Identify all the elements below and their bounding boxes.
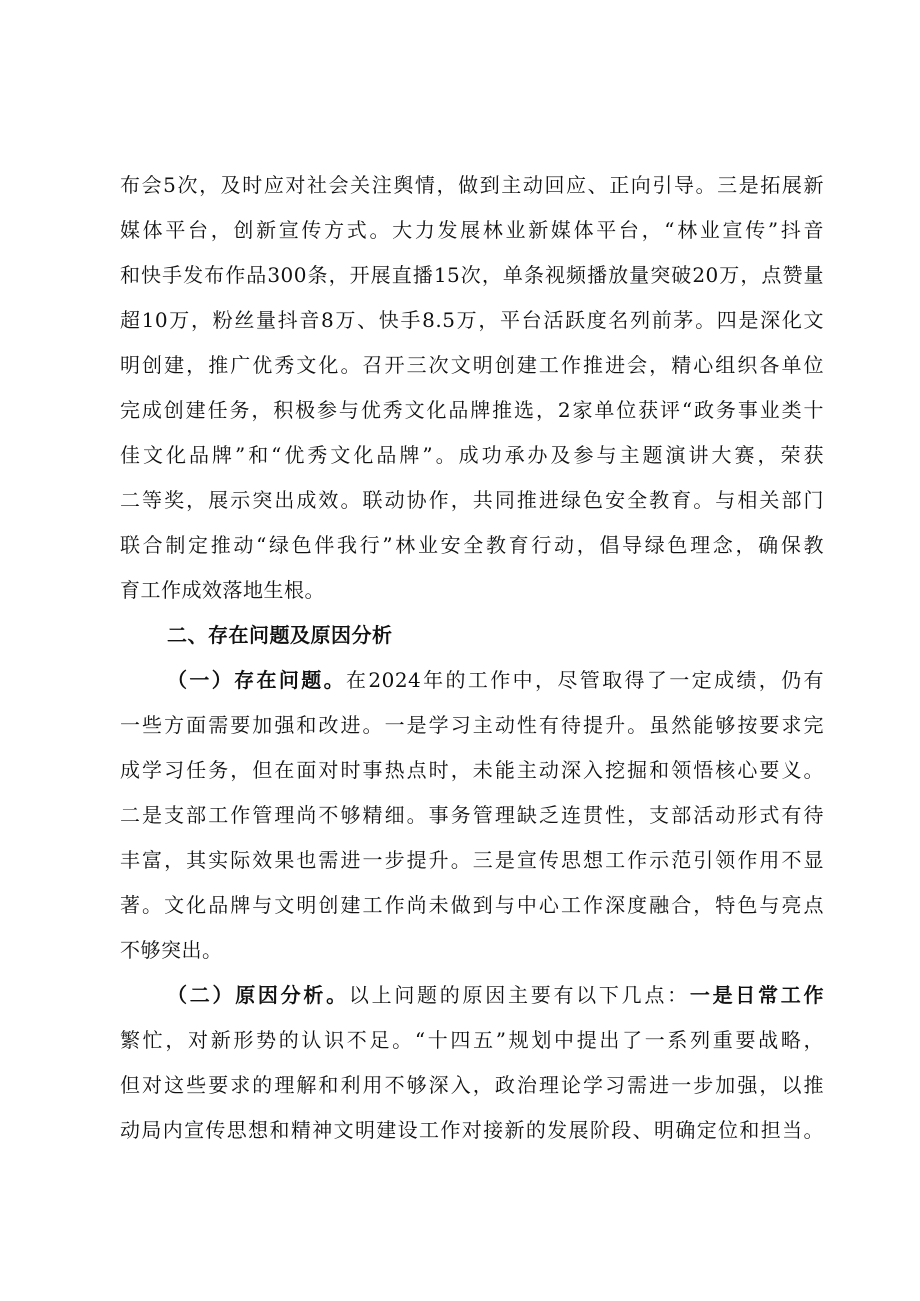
paragraph-achievements [120,163,824,1153]
text-line: 丰富，其实际效果也需进一步提升。三是宣传思想工作示范引领作用不显 [120,848,824,872]
subsection-causes-first-line [120,973,824,1018]
text-line: 繁忙，对新形势的认识不足。“十四五”规划中提出了一系列重要战略， [120,1028,824,1052]
text-line: 成学习任务，但在面对时事热点时，未能主动深入挖掘和领悟核心要义。 [120,758,824,782]
text-line: 育工作成效落地生根。 [120,578,325,602]
subsection-label: （二）原因分析。 [167,983,349,1007]
text-line: 明创建，推广优秀文化。召开三次文明创建工作推进会，精心组织各单位 [120,353,824,377]
subsection-problems-first-line [120,658,824,703]
subsection-label: （一）存在问题。 [167,668,346,692]
text-line: 著。文化品牌与文明创建工作尚未做到与中心工作深度融合，特色与亮点 [120,893,824,917]
text-line: 二是支部工作管理尚不够精细。事务管理缺乏连贯性，支部活动形式有待 [120,803,824,827]
text-segment: 在2024年的工作中，尽管取得了一定成绩，仍有 [346,668,824,692]
text-line: 完成创建任务，积极参与优秀文化品牌推选，2家单位获评“政务事业类十 [120,398,824,422]
text-line: 布会5次，及时应对社会关注舆情，做到主动回应、正向引导。三是拓展新 [120,173,824,197]
text-line: 佳文化品牌”和“优秀文化品牌”。成功承办及参与主题演讲大赛，荣获 [120,443,824,467]
text-line: 但对这些要求的理解和利用不够深入，政治理论学习需进一步加强，以推 [120,1073,824,1097]
text-line: 一些方面需要加强和改进。一是学习主动性有待提升。虽然能够按要求完 [120,713,824,737]
text-line: 媒体平台，创新宣传方式。大力发展林业新媒体平台，“林业宣传”抖音 [120,218,824,242]
text-line: 不够突出。 [120,938,223,962]
text-segment-bold: 一是日常工作 [689,983,824,1007]
text-line: 联合制定推动“绿色伴我行”林业安全教育行动，倡导绿色理念，确保教 [120,533,824,557]
text-segment: 以上问题的原因主要有以下几点： [348,983,690,1007]
text-line: 二等奖，展示突出成效。联动协作，共同推进绿色安全教育。与相关部门 [120,488,824,512]
text-line: 超10万，粉丝量抖音8万、快手8.5万，平台活跃度名列前茅。四是深化文 [120,308,824,332]
section-heading: 二、存在问题及原因分析 [167,623,393,647]
text-line: 动局内宣传思想和精神文明建设工作对接新的发展阶段、明确定位和担当。 [120,1118,824,1142]
text-line: 和快手发布作品300条，开展直播15次，单条视频播放量突破20万，点赞量 [120,263,824,287]
